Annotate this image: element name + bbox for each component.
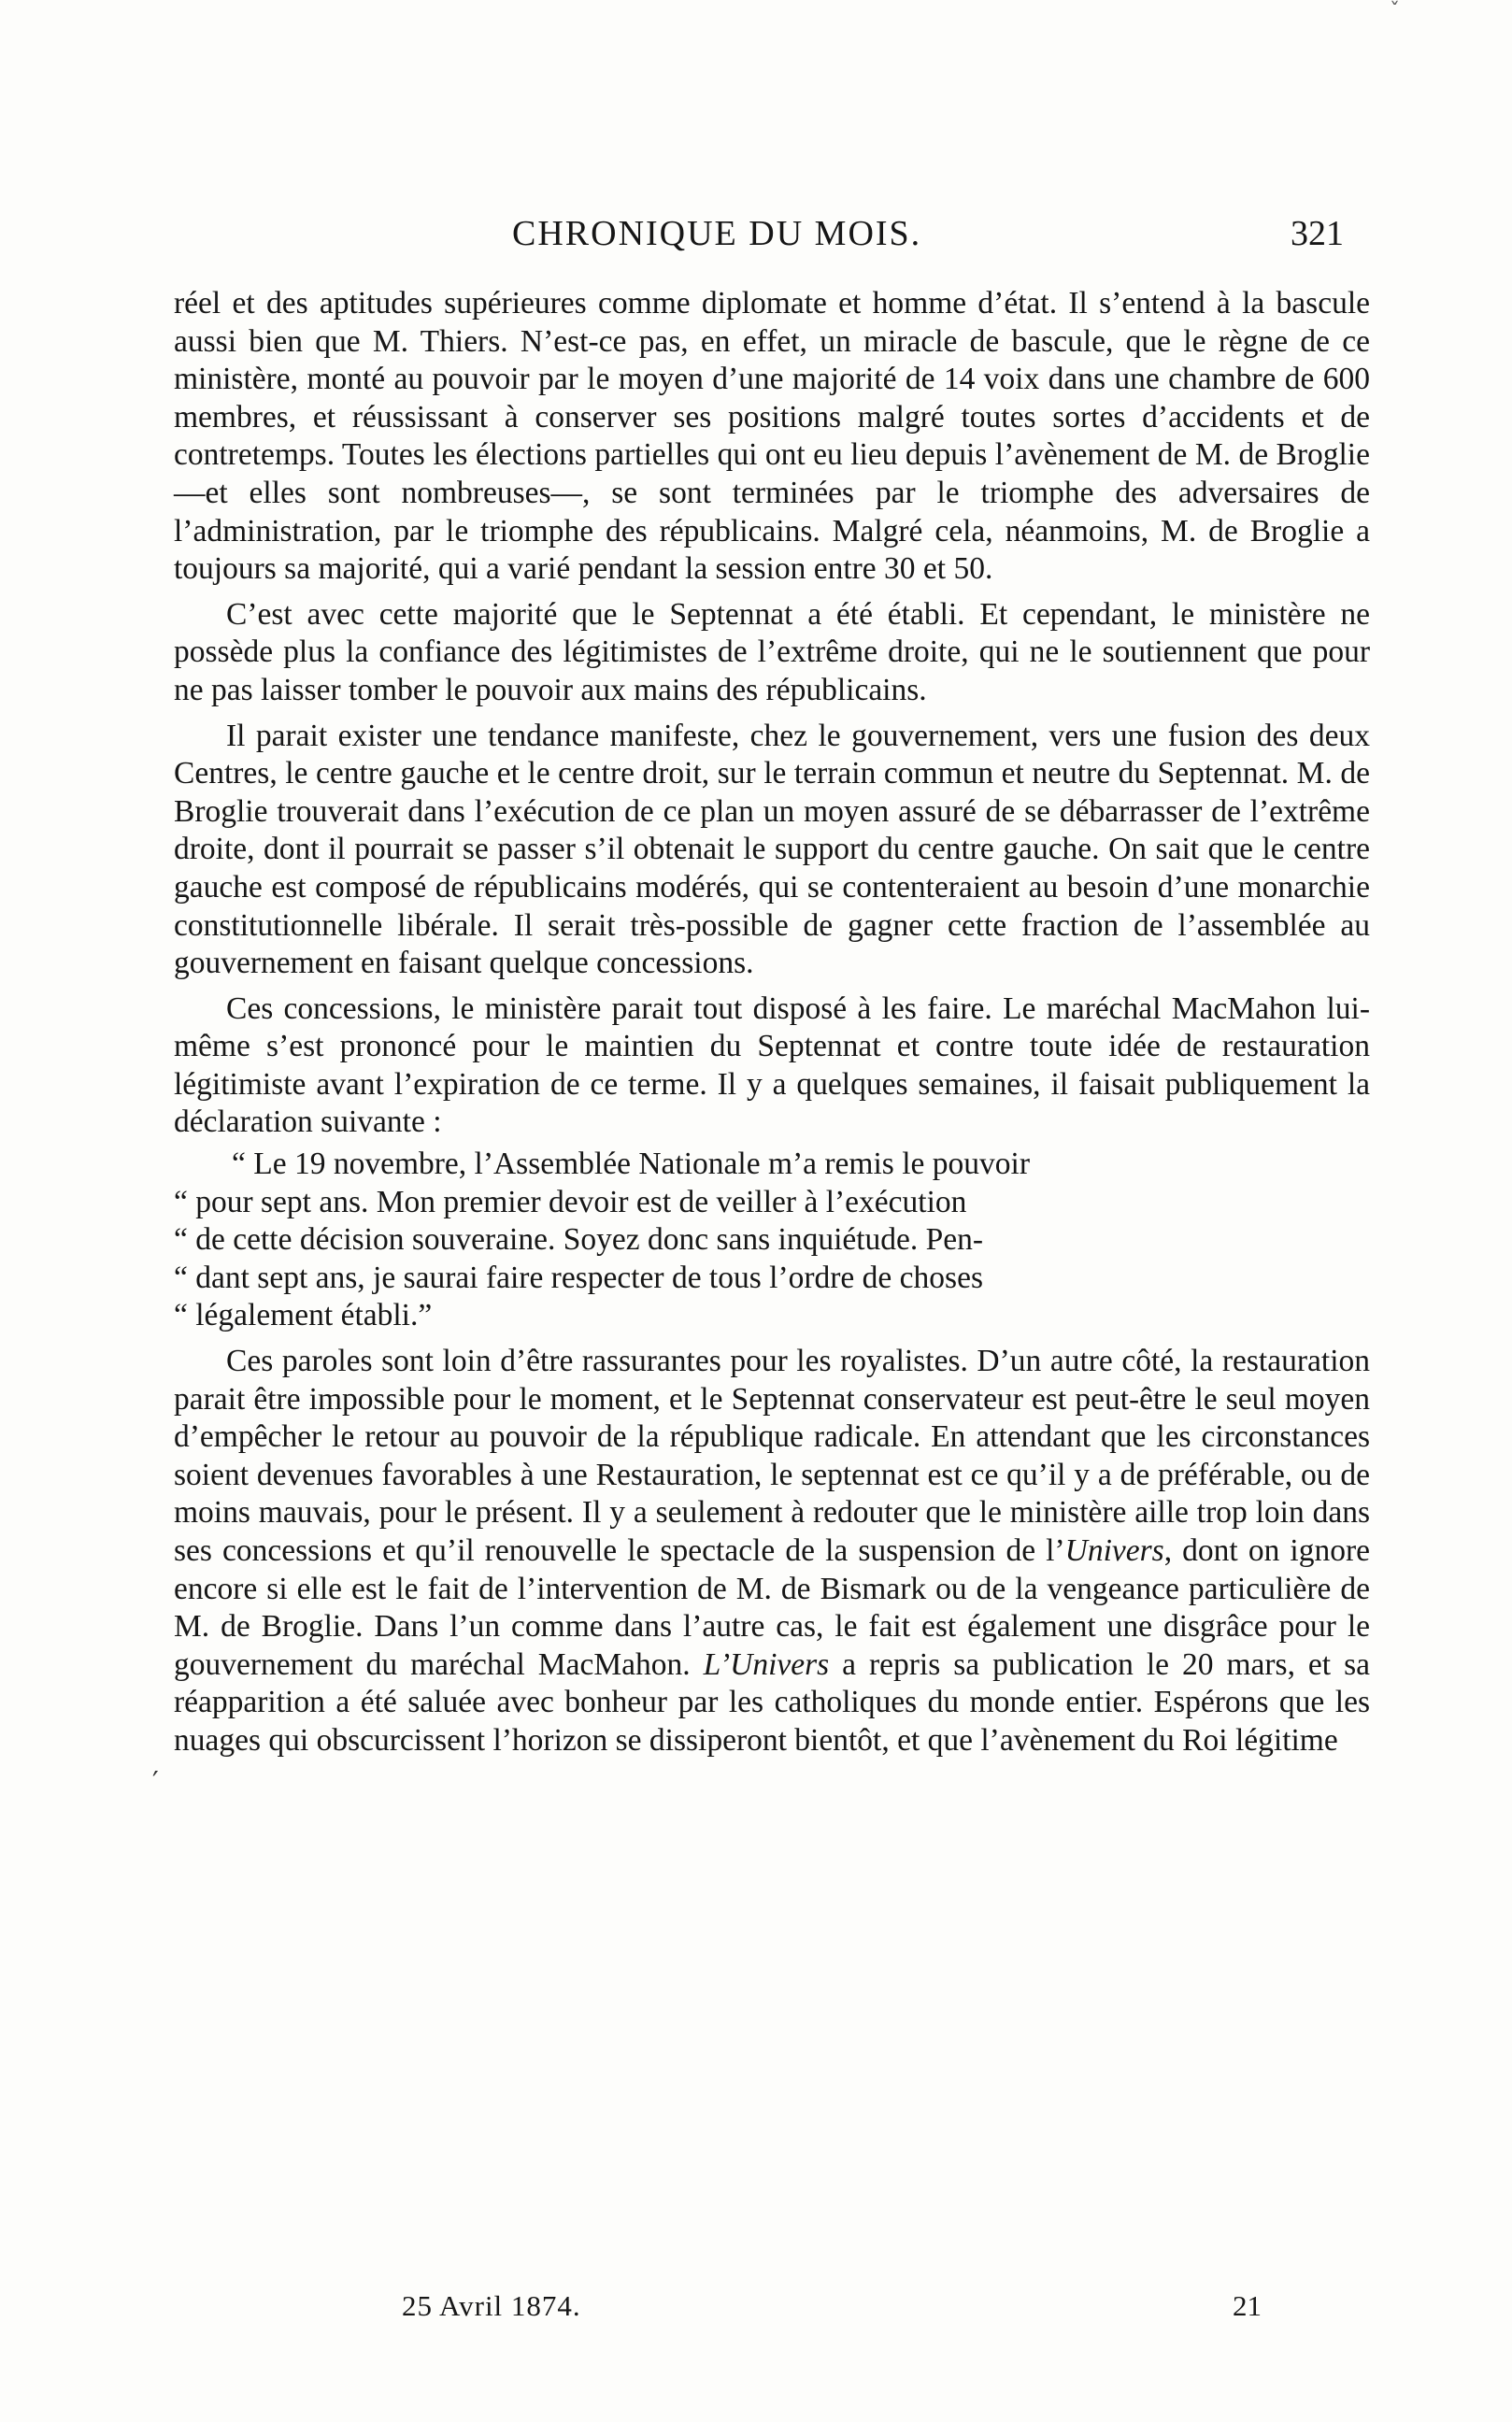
quote-line: “ Le 19 novembre, l’Assemblée Nationale m’a remis le pouvoir [232, 1147, 1030, 1182]
paragraph-5-part-1: Ces paroles sont loin d’être rassurantes pour les royalistes. D’un autre côté, la restauration parait être impossible pour le moment, et le Septennat conservateur est peut-être le seul moyen d’empêcher le retour au pouvoir de la république radicale. En attendant que les circonstances soient devenues favorables à une Restauration, le septennat est ce qu’il y a de préférable, ou de moins mauvais, pour le présent. Il y a seulement à redouter que le ministère aille trop loin dans ses concessions et qu’il renouvelle le spectacle de la suspension de l’ [174, 1344, 1370, 1568]
paragraph-1: réel et des aptitudes supérieures comme diplomate et homme d’état. Il s’entend à la bascule aussi bien que M. Thiers. N’est-ce pas, en effet, un miracle de bascule, que le règne de ce ministère, monté au pouvoir par le moyen d’une majorité de 14 voix dans une chambre de 600 membres, et réussissant à conserver ses positions malgré toutes sortes d’accidents et de contretemps. Toutes les élections partielles qui ont eu lieu depuis l’avènement de M. de Broglie—et elles sont nombreuses—, se sont terminées par le triomphe des adversaires de l’administration, par le triomphe des républicains. Malgré cela, néanmoins, M. de Broglie a toujours sa majorité, qui a varié pendant la session entre 30 et 50. [174, 286, 1370, 587]
paragraph-5 [174, 1343, 1370, 1760]
corner-scan-mark: ˇ [1390, 0, 1400, 23]
running-title: CHRONIQUE DU MOIS. [512, 214, 922, 253]
paragraph-3: Il parait exister une tendance manifeste, chez le gouvernement, vers une fusion des deux Centres, le centre gauche et le centre droit, sur le terrain commun et neutre du Septennat. M. de Broglie trouverait dans l’exécution de ce plan un moyen assuré de se débarrasser de l’extrême droite, dont il pourrait se passer s’il obtenait le support du centre gauche. On sait que le centre gauche est composé de républicains modérés, qui se contenteraient au besoin d’une monarchie constitutionnelle libérale. Il serait très-possible de gagner cette fraction de l’assemblée au gouvernement en faisant quelque concessions. [174, 718, 1370, 981]
running-head [512, 213, 1344, 260]
declaration-quote [174, 1146, 1370, 1335]
margin-annotation: ′ [152, 1766, 159, 1799]
footer-date: 25 Avril 1874. [402, 2289, 581, 2322]
paragraph-4: Ces concessions, le ministère parait tout disposé à les faire. Le maréchal MacMahon lui-même s’est prononcé pour le maintien du Septennat et contre toute idée de restauration légitimiste avant l’expiration de ce terme. Il y a quelques semaines, il faisait publiquement la déclaration suivante : [174, 990, 1370, 1140]
quote-line: “ de cette décision souveraine. Soyez donc sans inquiétude. Pen- [174, 1222, 984, 1258]
paragraph-5-part-2: , dont on ignore encore si elle est le fait de l’intervention de M. de Bismark ou de la vengeance particulière de M. de Broglie. Dans l’un comme dans l’autre cas, le fait est également une disgrâce pour le gouvernement du maréchal MacMahon. [174, 1533, 1370, 1682]
signature-mark: 21 [1233, 2289, 1262, 2322]
univers-title: L’Univers [703, 1646, 830, 1682]
article-body [174, 285, 1370, 1760]
page-number: 321 [1291, 214, 1344, 253]
paragraph-2: C’est avec cette majorité que le Septennat a été établi. Et cependant, le ministère ne possède plus la confiance des légitimistes de l’extrême droite, qui ne le soutiennent que pour ne pas laisser tomber le pouvoir aux mains des républicains. [174, 596, 1370, 707]
page-footer [402, 2289, 1262, 2330]
quote-line: “ légalement établi.” [174, 1298, 433, 1333]
quote-line: “ dant sept ans, je saurai faire respecter de tous l’ordre de choses [174, 1260, 983, 1295]
quote-line: “ pour sept ans. Mon premier devoir est de veiller à l’exécution [174, 1184, 967, 1219]
univers-title: Univers [1064, 1533, 1164, 1568]
paragraph-5-part-3: a repris sa publication le 20 mars, et sa réapparition a été saluée avec bonheur par les catholiques du monde entier. Espérons que les nuages qui obscurcissent l’horizon se dissiperont bientôt, et que l’avènement du Roi légitime [174, 1646, 1370, 1758]
